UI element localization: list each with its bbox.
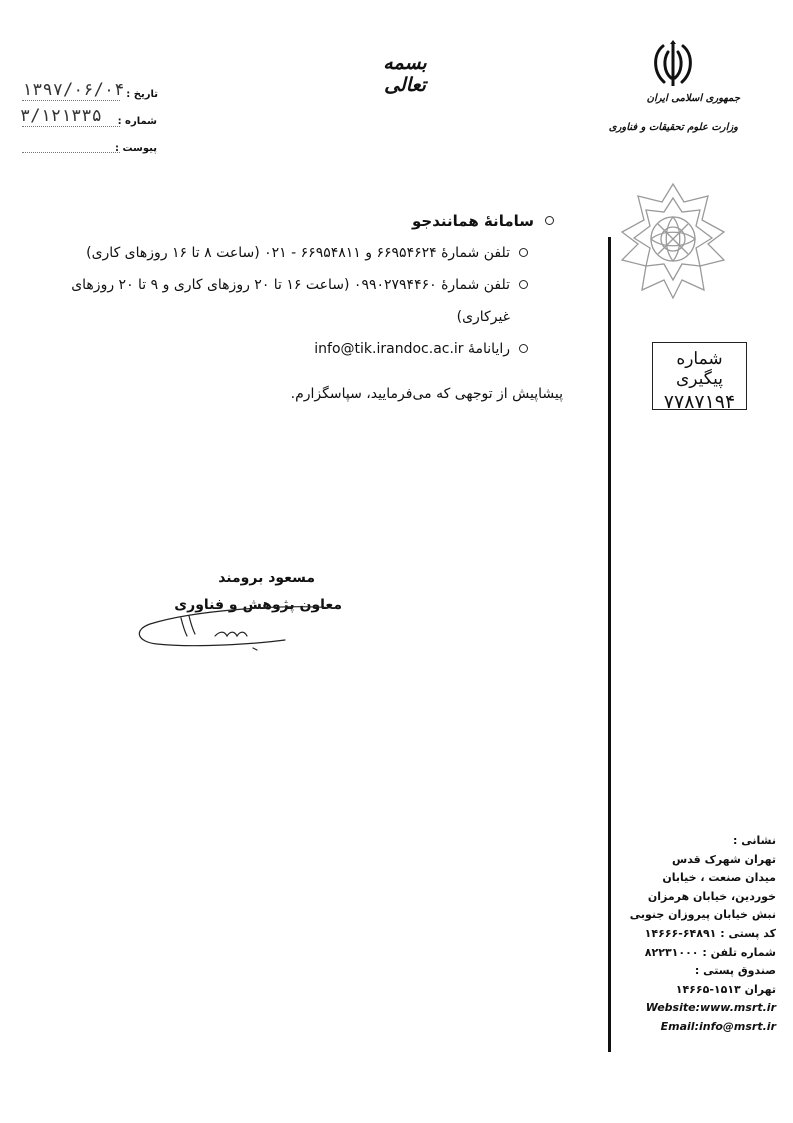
email-label: رایانامهٔ — [468, 341, 510, 357]
number-line — [22, 126, 120, 127]
list-item — [38, 269, 568, 333]
address-line: نبش خیابان پیروزان جنوبی — [629, 908, 776, 922]
handwritten-signature — [135, 600, 345, 660]
signatory-title: معاون پژوهش و فناوری — [174, 597, 342, 613]
closing-sentence: پیشاپیش از توجهی که می‌فرمایید، سپاسگزارم. — [290, 386, 563, 402]
signatory-name: مسعود برومند — [218, 570, 315, 586]
address-line: کد پستی : ۶۴۸۹۱-۱۴۶۶۶ — [644, 926, 776, 940]
date-value: ۱۳۹۷/۰۶/۰۴ — [22, 80, 125, 100]
bullet-circle-icon — [519, 248, 528, 257]
government-name: جمهوری اسلامی ایران — [646, 93, 740, 104]
number-value: ۳/۱۲۱۳۳۵ — [20, 106, 102, 126]
address-line: تهران ۱۵۱۳-۱۴۶۶۵ — [675, 982, 776, 996]
address-line: نشانی : — [733, 834, 776, 847]
list-item — [38, 237, 568, 269]
tracking-number-box — [652, 342, 747, 413]
bullet-circle-icon — [545, 216, 554, 225]
address-line: شماره تلفن : ۸۲۲۳۱۰۰۰ — [644, 945, 776, 959]
vertical-divider — [608, 237, 611, 1052]
attachment-label: پیوست : — [114, 143, 157, 154]
ornament-star-icon — [612, 180, 734, 302]
email-text: Email:info@msrt.ir — [660, 1019, 776, 1033]
service-heading: سامانهٔ همانندجو — [412, 212, 534, 230]
list-item — [38, 205, 568, 237]
tracking-value: ۷۷۸۷۱۹۴ — [663, 391, 736, 413]
address-line: خوردین، خیابان هرمزان — [647, 889, 776, 903]
ministry-name: وزارت علوم تحقیقات و فناوری — [608, 122, 738, 133]
attachment-line — [22, 152, 120, 153]
date-line — [22, 100, 120, 101]
number-label: شماره : — [117, 116, 157, 127]
address-line: میدان صنعت ، خیابان — [662, 871, 776, 885]
date-label: تاریخ : — [126, 89, 158, 100]
website-text: Website:www.msrt.ir — [645, 1001, 776, 1015]
phone-line-1: تلفن شمارهٔ ۶۶۹۵۴۶۲۴ و ۶۶۹۵۴۸۱۱ - ۰۲۱ (ساعت ۸ تا ۱۶ روزهای کاری) — [86, 245, 510, 261]
phone-line-2: تلفن شمارهٔ ۰۹۹۰۲۷۹۴۴۶۰ (ساعت ۱۶ تا ۲۰ روزهای کاری و ۹ تا ۲۰ روزهای غیرکاری) — [71, 277, 510, 325]
address-block — [618, 832, 776, 1037]
letter-body — [38, 205, 568, 365]
bullet-circle-icon — [519, 280, 528, 289]
tracking-label: شماره پیگیری — [675, 349, 724, 389]
address-line: تهران شهرک قدس — [672, 852, 776, 866]
contact-email: info@tik.irandoc.ac.ir — [314, 341, 464, 357]
address-line: صندوق پستی : — [694, 964, 776, 978]
iran-emblem-icon — [650, 40, 696, 88]
list-item — [38, 333, 568, 365]
bismillah-heading: بسمه تعالی — [383, 52, 427, 96]
bullet-circle-icon — [519, 344, 528, 353]
